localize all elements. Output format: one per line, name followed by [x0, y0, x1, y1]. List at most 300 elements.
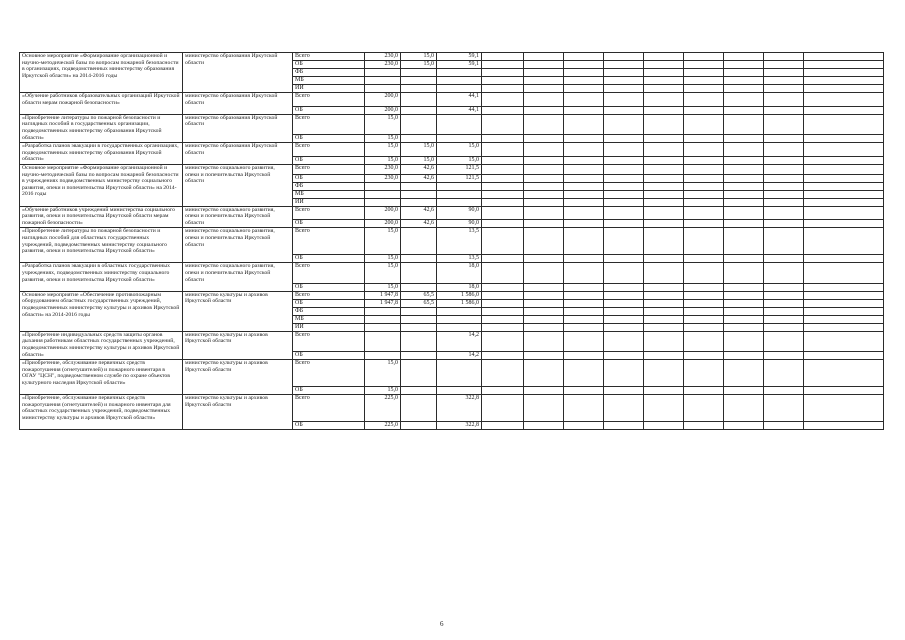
funding-source: Всего — [293, 114, 365, 134]
funding-source: ОБ — [293, 135, 365, 143]
empty-cell — [564, 114, 604, 134]
activity-name: «Обучение работников учреждений министерства социального развития, опеки и попечительства Иркутской области мерам пожарной безопасности» — [20, 206, 183, 228]
empty-cell — [804, 114, 884, 134]
empty-cell — [764, 198, 804, 206]
program-funding-table — [19, 52, 884, 430]
empty-cell — [604, 190, 644, 198]
funding-2016: 13,5 — [437, 255, 482, 263]
funding-2016 — [437, 85, 482, 93]
empty-cell — [724, 206, 764, 220]
empty-cell — [764, 263, 804, 283]
empty-cell — [724, 352, 764, 360]
empty-cell — [804, 182, 884, 190]
funding-2015 — [401, 263, 437, 283]
empty-cell — [764, 331, 804, 351]
empty-cell — [764, 174, 804, 182]
funding-2016: 59,1 — [437, 53, 482, 61]
funding-2014: 15,0 — [365, 263, 401, 283]
funding-2016: 14,2 — [437, 331, 482, 351]
table-row — [20, 206, 884, 220]
funding-source: ИИ — [293, 198, 365, 206]
funding-2016: 1 586,0 — [437, 291, 482, 299]
empty-cell — [564, 315, 604, 323]
empty-cell — [564, 220, 604, 228]
empty-cell — [684, 114, 724, 134]
funding-source: ОБ — [293, 61, 365, 69]
empty-cell — [604, 164, 644, 174]
funding-source: ОБ — [293, 422, 365, 430]
empty-cell — [804, 360, 884, 387]
funding-2016: 13,5 — [437, 228, 482, 255]
empty-cell — [564, 352, 604, 360]
funding-2014: 1 947,8 — [365, 299, 401, 307]
empty-cell — [482, 190, 524, 198]
empty-cell — [482, 156, 524, 164]
funding-2015 — [401, 85, 437, 93]
empty-cell — [804, 422, 884, 430]
funding-2015 — [401, 255, 437, 263]
funding-source: ИИ — [293, 85, 365, 93]
empty-cell — [764, 61, 804, 69]
empty-cell — [482, 174, 524, 182]
funding-2014 — [365, 85, 401, 93]
empty-cell — [644, 307, 684, 315]
empty-cell — [644, 174, 684, 182]
empty-cell — [804, 206, 884, 220]
empty-cell — [564, 323, 604, 331]
funding-2014: 15,0 — [365, 228, 401, 255]
empty-cell — [684, 422, 724, 430]
empty-cell — [724, 198, 764, 206]
empty-cell — [764, 299, 804, 307]
empty-cell — [482, 315, 524, 323]
table-row — [20, 263, 884, 283]
funding-2014: 15,0 — [365, 143, 401, 157]
empty-cell — [804, 190, 884, 198]
activity-name: Основное мероприятие «Формирование организационной и научно-методической базы по вопросам пожарной безопасности в учреждениях подведомственных министерству социального развития, опеки и попечительства Иркутской области» на 2014-2016 годы — [20, 164, 183, 206]
funding-2014: 15,0 — [365, 156, 401, 164]
empty-cell — [684, 291, 724, 299]
empty-cell — [482, 323, 524, 331]
empty-cell — [724, 156, 764, 164]
empty-cell — [564, 164, 604, 174]
funding-2016 — [437, 198, 482, 206]
empty-cell — [524, 352, 564, 360]
empty-cell — [684, 395, 724, 422]
empty-cell — [524, 395, 564, 422]
empty-cell — [764, 352, 804, 360]
empty-cell — [684, 190, 724, 198]
activity-name: «Разработка планов эвакуации в государственных организациях, подведомственных министерству образования Иркутской области» — [20, 143, 183, 165]
empty-cell — [644, 114, 684, 134]
empty-cell — [604, 263, 644, 283]
empty-cell — [804, 395, 884, 422]
funding-source: ОБ — [293, 352, 365, 360]
funding-source: Всего — [293, 331, 365, 351]
empty-cell — [482, 114, 524, 134]
empty-cell — [644, 143, 684, 157]
empty-cell — [482, 422, 524, 430]
empty-cell — [724, 422, 764, 430]
empty-cell — [564, 190, 604, 198]
funding-source: ФБ — [293, 69, 365, 77]
funding-2016 — [437, 182, 482, 190]
empty-cell — [724, 69, 764, 77]
empty-cell — [604, 206, 644, 220]
empty-cell — [764, 93, 804, 107]
funding-source: МБ — [293, 315, 365, 323]
empty-cell — [524, 307, 564, 315]
funding-2016 — [437, 323, 482, 331]
table-row — [20, 53, 884, 61]
empty-cell — [524, 422, 564, 430]
empty-cell — [644, 220, 684, 228]
empty-cell — [524, 182, 564, 190]
executor-name: министерство образования Иркутской области — [183, 114, 293, 142]
empty-cell — [604, 307, 644, 315]
empty-cell — [684, 315, 724, 323]
empty-cell — [724, 263, 764, 283]
empty-cell — [724, 395, 764, 422]
empty-cell — [724, 387, 764, 395]
funding-2015: 15,0 — [401, 53, 437, 61]
empty-cell — [564, 85, 604, 93]
empty-cell — [804, 291, 884, 299]
empty-cell — [644, 315, 684, 323]
empty-cell — [604, 106, 644, 114]
empty-cell — [482, 143, 524, 157]
empty-cell — [564, 283, 604, 291]
empty-cell — [684, 307, 724, 315]
empty-cell — [684, 228, 724, 255]
funding-source: Всего — [293, 143, 365, 157]
empty-cell — [644, 299, 684, 307]
funding-2015: 42,6 — [401, 206, 437, 220]
empty-cell — [604, 156, 644, 164]
funding-source: МБ — [293, 77, 365, 85]
funding-2014: 225,0 — [365, 422, 401, 430]
funding-2016: 121,5 — [437, 174, 482, 182]
empty-cell — [524, 77, 564, 85]
empty-cell — [644, 352, 684, 360]
empty-cell — [684, 85, 724, 93]
funding-2016 — [437, 135, 482, 143]
empty-cell — [804, 156, 884, 164]
empty-cell — [564, 263, 604, 283]
empty-cell — [764, 206, 804, 220]
empty-cell — [604, 323, 644, 331]
funding-2015 — [401, 360, 437, 387]
funding-source: Всего — [293, 291, 365, 299]
funding-2015 — [401, 422, 437, 430]
empty-cell — [564, 93, 604, 107]
activity-name: «Разработка планов эвакуации в областных государственных учреждениях, подведомственных министерству социального развития, опеки и попечительства Иркутской области» — [20, 263, 183, 291]
empty-cell — [524, 156, 564, 164]
empty-cell — [804, 93, 884, 107]
empty-cell — [604, 198, 644, 206]
empty-cell — [604, 291, 644, 299]
funding-source: Всего — [293, 53, 365, 61]
empty-cell — [644, 206, 684, 220]
empty-cell — [644, 93, 684, 107]
empty-cell — [482, 291, 524, 299]
funding-2016: 1 586,0 — [437, 299, 482, 307]
empty-cell — [644, 135, 684, 143]
empty-cell — [524, 164, 564, 174]
empty-cell — [804, 69, 884, 77]
funding-source: Всего — [293, 228, 365, 255]
empty-cell — [524, 206, 564, 220]
funding-2014 — [365, 315, 401, 323]
empty-cell — [804, 323, 884, 331]
empty-cell — [644, 255, 684, 263]
empty-cell — [684, 143, 724, 157]
funding-2016 — [437, 114, 482, 134]
empty-cell — [524, 283, 564, 291]
empty-cell — [804, 220, 884, 228]
funding-2015: 65,5 — [401, 291, 437, 299]
executor-name: министерство социального развития, опеки и попечительства Иркутской области — [183, 263, 293, 291]
funding-2016 — [437, 307, 482, 315]
empty-cell — [564, 395, 604, 422]
empty-cell — [604, 228, 644, 255]
empty-cell — [724, 106, 764, 114]
empty-cell — [764, 360, 804, 387]
funding-2015 — [401, 114, 437, 134]
empty-cell — [524, 85, 564, 93]
executor-name: министерство образования Иркутской области — [183, 143, 293, 165]
funding-2015: 15,0 — [401, 61, 437, 69]
funding-source: Всего — [293, 360, 365, 387]
funding-2016 — [437, 387, 482, 395]
empty-cell — [724, 61, 764, 69]
activity-name: «Обучение работников образовательных организаций Иркутской области мерам пожарной безопасности» — [20, 93, 183, 115]
empty-cell — [684, 198, 724, 206]
empty-cell — [524, 61, 564, 69]
funding-2015 — [401, 307, 437, 315]
empty-cell — [724, 228, 764, 255]
empty-cell — [482, 307, 524, 315]
empty-cell — [644, 106, 684, 114]
funding-2014 — [365, 331, 401, 351]
funding-2014: 200,0 — [365, 220, 401, 228]
empty-cell — [524, 315, 564, 323]
empty-cell — [604, 395, 644, 422]
activity-name: Основное мероприятие «Обеспечение противопожарным оборудованием областных государственных учреждений, подведомственных министерству культуры и архивов Иркутской области» на 2014-2016 годы — [20, 291, 183, 331]
empty-cell — [564, 299, 604, 307]
empty-cell — [764, 114, 804, 134]
executor-name: министерство социального развития, опеки и попечительства Иркутской области — [183, 206, 293, 228]
empty-cell — [804, 255, 884, 263]
empty-cell — [644, 198, 684, 206]
empty-cell — [644, 360, 684, 387]
empty-cell — [524, 190, 564, 198]
funding-2016: 14,2 — [437, 352, 482, 360]
funding-2014 — [365, 323, 401, 331]
empty-cell — [684, 360, 724, 387]
empty-cell — [644, 323, 684, 331]
empty-cell — [482, 255, 524, 263]
empty-cell — [724, 331, 764, 351]
executor-name: министерство культуры и архивов Иркутской области — [183, 360, 293, 395]
funding-2016: 44,1 — [437, 93, 482, 107]
empty-cell — [684, 387, 724, 395]
executor-name: министерство образования Иркутской области — [183, 53, 293, 93]
empty-cell — [804, 174, 884, 182]
funding-2014: 200,0 — [365, 106, 401, 114]
empty-cell — [724, 299, 764, 307]
empty-cell — [524, 174, 564, 182]
empty-cell — [764, 283, 804, 291]
empty-cell — [804, 61, 884, 69]
empty-cell — [684, 352, 724, 360]
empty-cell — [684, 255, 724, 263]
empty-cell — [804, 135, 884, 143]
empty-cell — [564, 53, 604, 61]
funding-2015 — [401, 69, 437, 77]
funding-2016: 59,1 — [437, 61, 482, 69]
empty-cell — [804, 331, 884, 351]
empty-cell — [604, 422, 644, 430]
table-row — [20, 395, 884, 422]
empty-cell — [524, 228, 564, 255]
funding-source: Всего — [293, 395, 365, 422]
empty-cell — [764, 69, 804, 77]
empty-cell — [564, 331, 604, 351]
empty-cell — [604, 77, 644, 85]
empty-cell — [804, 198, 884, 206]
empty-cell — [724, 220, 764, 228]
funding-2015: 42,6 — [401, 174, 437, 182]
empty-cell — [724, 174, 764, 182]
empty-cell — [564, 69, 604, 77]
funding-2015 — [401, 387, 437, 395]
empty-cell — [764, 53, 804, 61]
table-row — [20, 114, 884, 134]
table-row — [20, 93, 884, 107]
empty-cell — [564, 360, 604, 387]
empty-cell — [524, 323, 564, 331]
empty-cell — [564, 156, 604, 164]
empty-cell — [644, 395, 684, 422]
empty-cell — [764, 387, 804, 395]
funding-2016: 322,8 — [437, 395, 482, 422]
funding-source: ОБ — [293, 299, 365, 307]
empty-cell — [684, 69, 724, 77]
empty-cell — [644, 228, 684, 255]
empty-cell — [482, 198, 524, 206]
funding-2016: 90,0 — [437, 220, 482, 228]
table-row — [20, 143, 884, 157]
funding-source: Всего — [293, 206, 365, 220]
empty-cell — [684, 331, 724, 351]
empty-cell — [764, 190, 804, 198]
empty-cell — [604, 53, 644, 61]
empty-cell — [724, 360, 764, 387]
empty-cell — [644, 53, 684, 61]
empty-cell — [644, 69, 684, 77]
empty-cell — [724, 164, 764, 174]
empty-cell — [724, 93, 764, 107]
empty-cell — [604, 174, 644, 182]
activity-name: «Приобретение литературы по пожарной безопасности и наглядных пособий в государственных организации, подведомственных министерству образования Иркутской области» — [20, 114, 183, 142]
empty-cell — [724, 255, 764, 263]
empty-cell — [684, 323, 724, 331]
empty-cell — [524, 69, 564, 77]
funding-source: Всего — [293, 93, 365, 107]
empty-cell — [804, 387, 884, 395]
funding-2014: 15,0 — [365, 135, 401, 143]
empty-cell — [604, 255, 644, 263]
funding-2016 — [437, 77, 482, 85]
funding-2016: 15,0 — [437, 156, 482, 164]
activity-name: Основное мероприятие «Формирование организационной и научно-методической базы по вопросам пожарной безопасности в организациях, подведомственных министерству образования Иркутской области» на 2014-2016 годы — [20, 53, 183, 93]
empty-cell — [564, 387, 604, 395]
empty-cell — [524, 360, 564, 387]
empty-cell — [764, 156, 804, 164]
executor-name: министерство образования Иркутской области — [183, 93, 293, 115]
funding-2016 — [437, 360, 482, 387]
empty-cell — [524, 255, 564, 263]
empty-cell — [482, 164, 524, 174]
empty-cell — [684, 156, 724, 164]
funding-source: ОБ — [293, 387, 365, 395]
funding-source: ИИ — [293, 323, 365, 331]
table-row — [20, 331, 884, 351]
empty-cell — [604, 69, 644, 77]
empty-cell — [644, 164, 684, 174]
funding-2015 — [401, 331, 437, 351]
empty-cell — [684, 61, 724, 69]
empty-cell — [724, 143, 764, 157]
empty-cell — [724, 77, 764, 85]
empty-cell — [764, 228, 804, 255]
empty-cell — [804, 77, 884, 85]
empty-cell — [684, 164, 724, 174]
empty-cell — [684, 77, 724, 85]
funding-source: ОБ — [293, 174, 365, 182]
funding-2014 — [365, 69, 401, 77]
executor-name: министерство культуры и архивов Иркутской области — [183, 331, 293, 359]
empty-cell — [524, 387, 564, 395]
empty-cell — [482, 53, 524, 61]
empty-cell — [564, 135, 604, 143]
empty-cell — [684, 220, 724, 228]
empty-cell — [482, 387, 524, 395]
empty-cell — [684, 263, 724, 283]
empty-cell — [482, 299, 524, 307]
funding-2015 — [401, 352, 437, 360]
empty-cell — [604, 331, 644, 351]
empty-cell — [684, 206, 724, 220]
empty-cell — [564, 198, 604, 206]
empty-cell — [482, 85, 524, 93]
empty-cell — [764, 255, 804, 263]
empty-cell — [644, 422, 684, 430]
funding-2014: 230,0 — [365, 61, 401, 69]
funding-source: ОБ — [293, 220, 365, 228]
empty-cell — [564, 206, 604, 220]
funding-2015 — [401, 93, 437, 107]
empty-cell — [644, 387, 684, 395]
empty-cell — [684, 53, 724, 61]
empty-cell — [724, 315, 764, 323]
funding-2014 — [365, 77, 401, 85]
funding-2015 — [401, 395, 437, 422]
funding-2015: 15,0 — [401, 143, 437, 157]
empty-cell — [482, 263, 524, 283]
funding-2015 — [401, 323, 437, 331]
